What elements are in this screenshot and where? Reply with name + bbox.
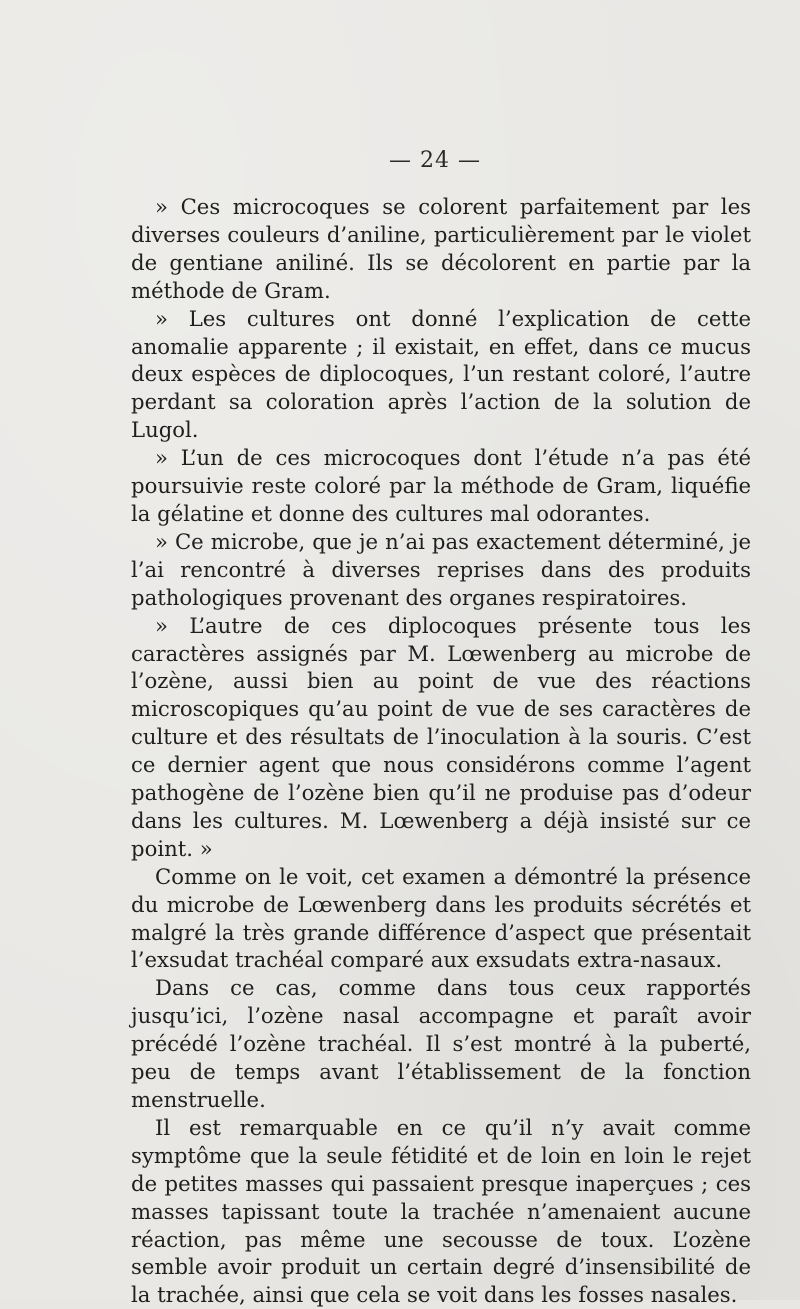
paragraph: » Les cultures ont donné l’explication de cette anomalie apparente ; il existait, en effet, dans ce mucus deux espèces de diplocoques, l’un restant coloré, l’autre perdant sa coloration après l’action de la solution de Lugol. bbox=[131, 305, 751, 443]
paragraph: » Ce microbe, que je n’ai pas exactement déterminé, je l’ai rencontré à diverses reprises dans des produits pathologiques provenant des organes respiratoires. bbox=[131, 528, 751, 610]
paragraph: » L’autre de ces diplocoques présente tous les caractères assignés par M. Lœwenberg au microbe de l’ozène, aussi bien au point de vue des réactions microscopiques qu’au point de vue de ses caractères de culture et des résultats de l’inoculation à la souris. C’est ce dernier agent que nous considérons comme l’agent pathogène de l’ozène bien qu’il ne produise pas d’odeur dans les cultures. M. Lœwenberg a déjà insisté sur ce point. » bbox=[131, 612, 751, 861]
paragraph: Dans ce cas, comme dans tous ceux rapportés jusqu’ici, l’ozène nasal accompagne et paraît avoir précédé l’ozène trachéal. Il s’est montré à la puberté, peu de temps avant l’établissement de la fonction menstruelle. bbox=[131, 975, 751, 1112]
page-number: — 24 — bbox=[389, 148, 481, 173]
paragraph: Comme on le voit, cet examen a démontré la présence du microbe de Lœwenberg dans les produits sécrétés et malgré la très grande différence d’aspect que présentait l’exsudat trachéal comparé aux exsudats extra-nasaux. bbox=[131, 863, 751, 973]
paragraph: » L’un de ces microcoques dont l’étude n’a pas été poursuivie reste coloré par la méthode de Gram, liquéfie la gélatine et donne des cultures mal odorantes. bbox=[131, 445, 751, 526]
paragraph: » Ces microcoques se colorent parfaitement par les diverses couleurs d’aniline, particulièrement par le violet de gentiane aniliné. Ils se décolorent en partie par la méthode de Gram. bbox=[131, 194, 751, 303]
body-text bbox=[131, 193, 751, 1309]
paragraph: Il est remarquable en ce qu’il n’y avait comme symptôme que la seule fétidité et de loin en loin le rejet de petites masses qui passaient presque inaperçues ; ces masses tapissant toute la trachée n’amenaient aucune réaction, pas même une secousse de toux. L’ozène semble avoir produit un certain degré d’insensibilité de la trachée, ainsi que cela se voit dans les fosses nasales. bbox=[131, 1114, 751, 1308]
